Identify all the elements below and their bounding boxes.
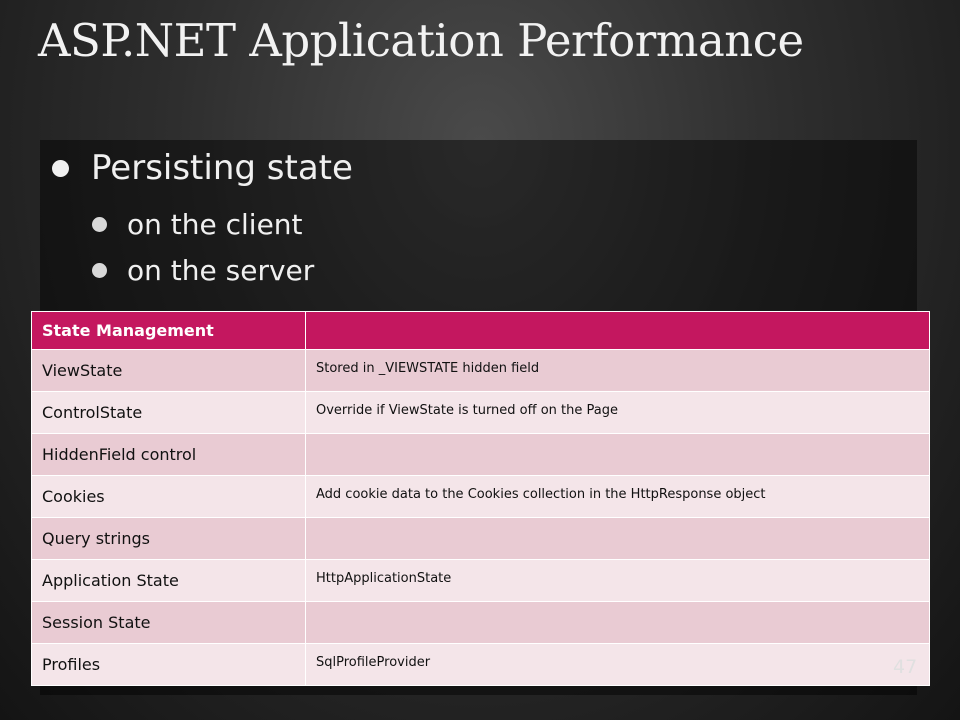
table-cell-detail bbox=[306, 434, 930, 476]
bullet-dot-icon bbox=[92, 217, 107, 232]
table-cell-name: ViewState bbox=[32, 350, 306, 392]
table-header-cell bbox=[306, 312, 930, 350]
table-cell-name: Application State bbox=[32, 560, 306, 602]
slide-title: ASP.NET Application Performance bbox=[38, 14, 804, 67]
sub-bullet-server bbox=[92, 254, 314, 287]
sub-bullet-text: on the server bbox=[127, 254, 315, 287]
table-cell-detail: HttpApplicationState bbox=[306, 560, 930, 602]
table-cell-name: ControlState bbox=[32, 392, 306, 434]
table-cell-detail: Stored in _VIEWSTATE hidden field bbox=[306, 350, 930, 392]
table-row bbox=[32, 644, 930, 686]
table-cell-detail: SqlProfileProvider bbox=[306, 644, 930, 686]
table-cell-name: Cookies bbox=[32, 476, 306, 518]
sub-bullet-text: on the client bbox=[127, 208, 303, 241]
table-cell-detail bbox=[306, 602, 930, 644]
table-row bbox=[32, 350, 930, 392]
bullet-text: Persisting state bbox=[91, 148, 353, 188]
table-cell-name: Session State bbox=[32, 602, 306, 644]
table-cell-detail: Override if ViewState is turned off on the Page bbox=[306, 392, 930, 434]
table-row bbox=[32, 602, 930, 644]
table-row bbox=[32, 560, 930, 602]
table-row bbox=[32, 476, 930, 518]
bullet-dot-icon bbox=[92, 263, 107, 278]
sub-bullet-client bbox=[92, 208, 303, 241]
table-row bbox=[32, 392, 930, 434]
table-cell-name: Query strings bbox=[32, 518, 306, 560]
page-number: 47 bbox=[893, 656, 918, 678]
table-cell-detail bbox=[306, 518, 930, 560]
table-cell-name: HiddenField control bbox=[32, 434, 306, 476]
table-row bbox=[32, 518, 930, 560]
table-cell-name: Profiles bbox=[32, 644, 306, 686]
state-management-table bbox=[31, 311, 930, 686]
table-cell-detail: Add cookie data to the Cookies collection in the HttpResponse object bbox=[306, 476, 930, 518]
table-row bbox=[32, 434, 930, 476]
table-header-row bbox=[32, 312, 930, 350]
bullet-dot-icon bbox=[52, 160, 69, 177]
table-header-cell: State Management bbox=[32, 312, 306, 350]
bullet-persisting-state bbox=[52, 148, 353, 188]
